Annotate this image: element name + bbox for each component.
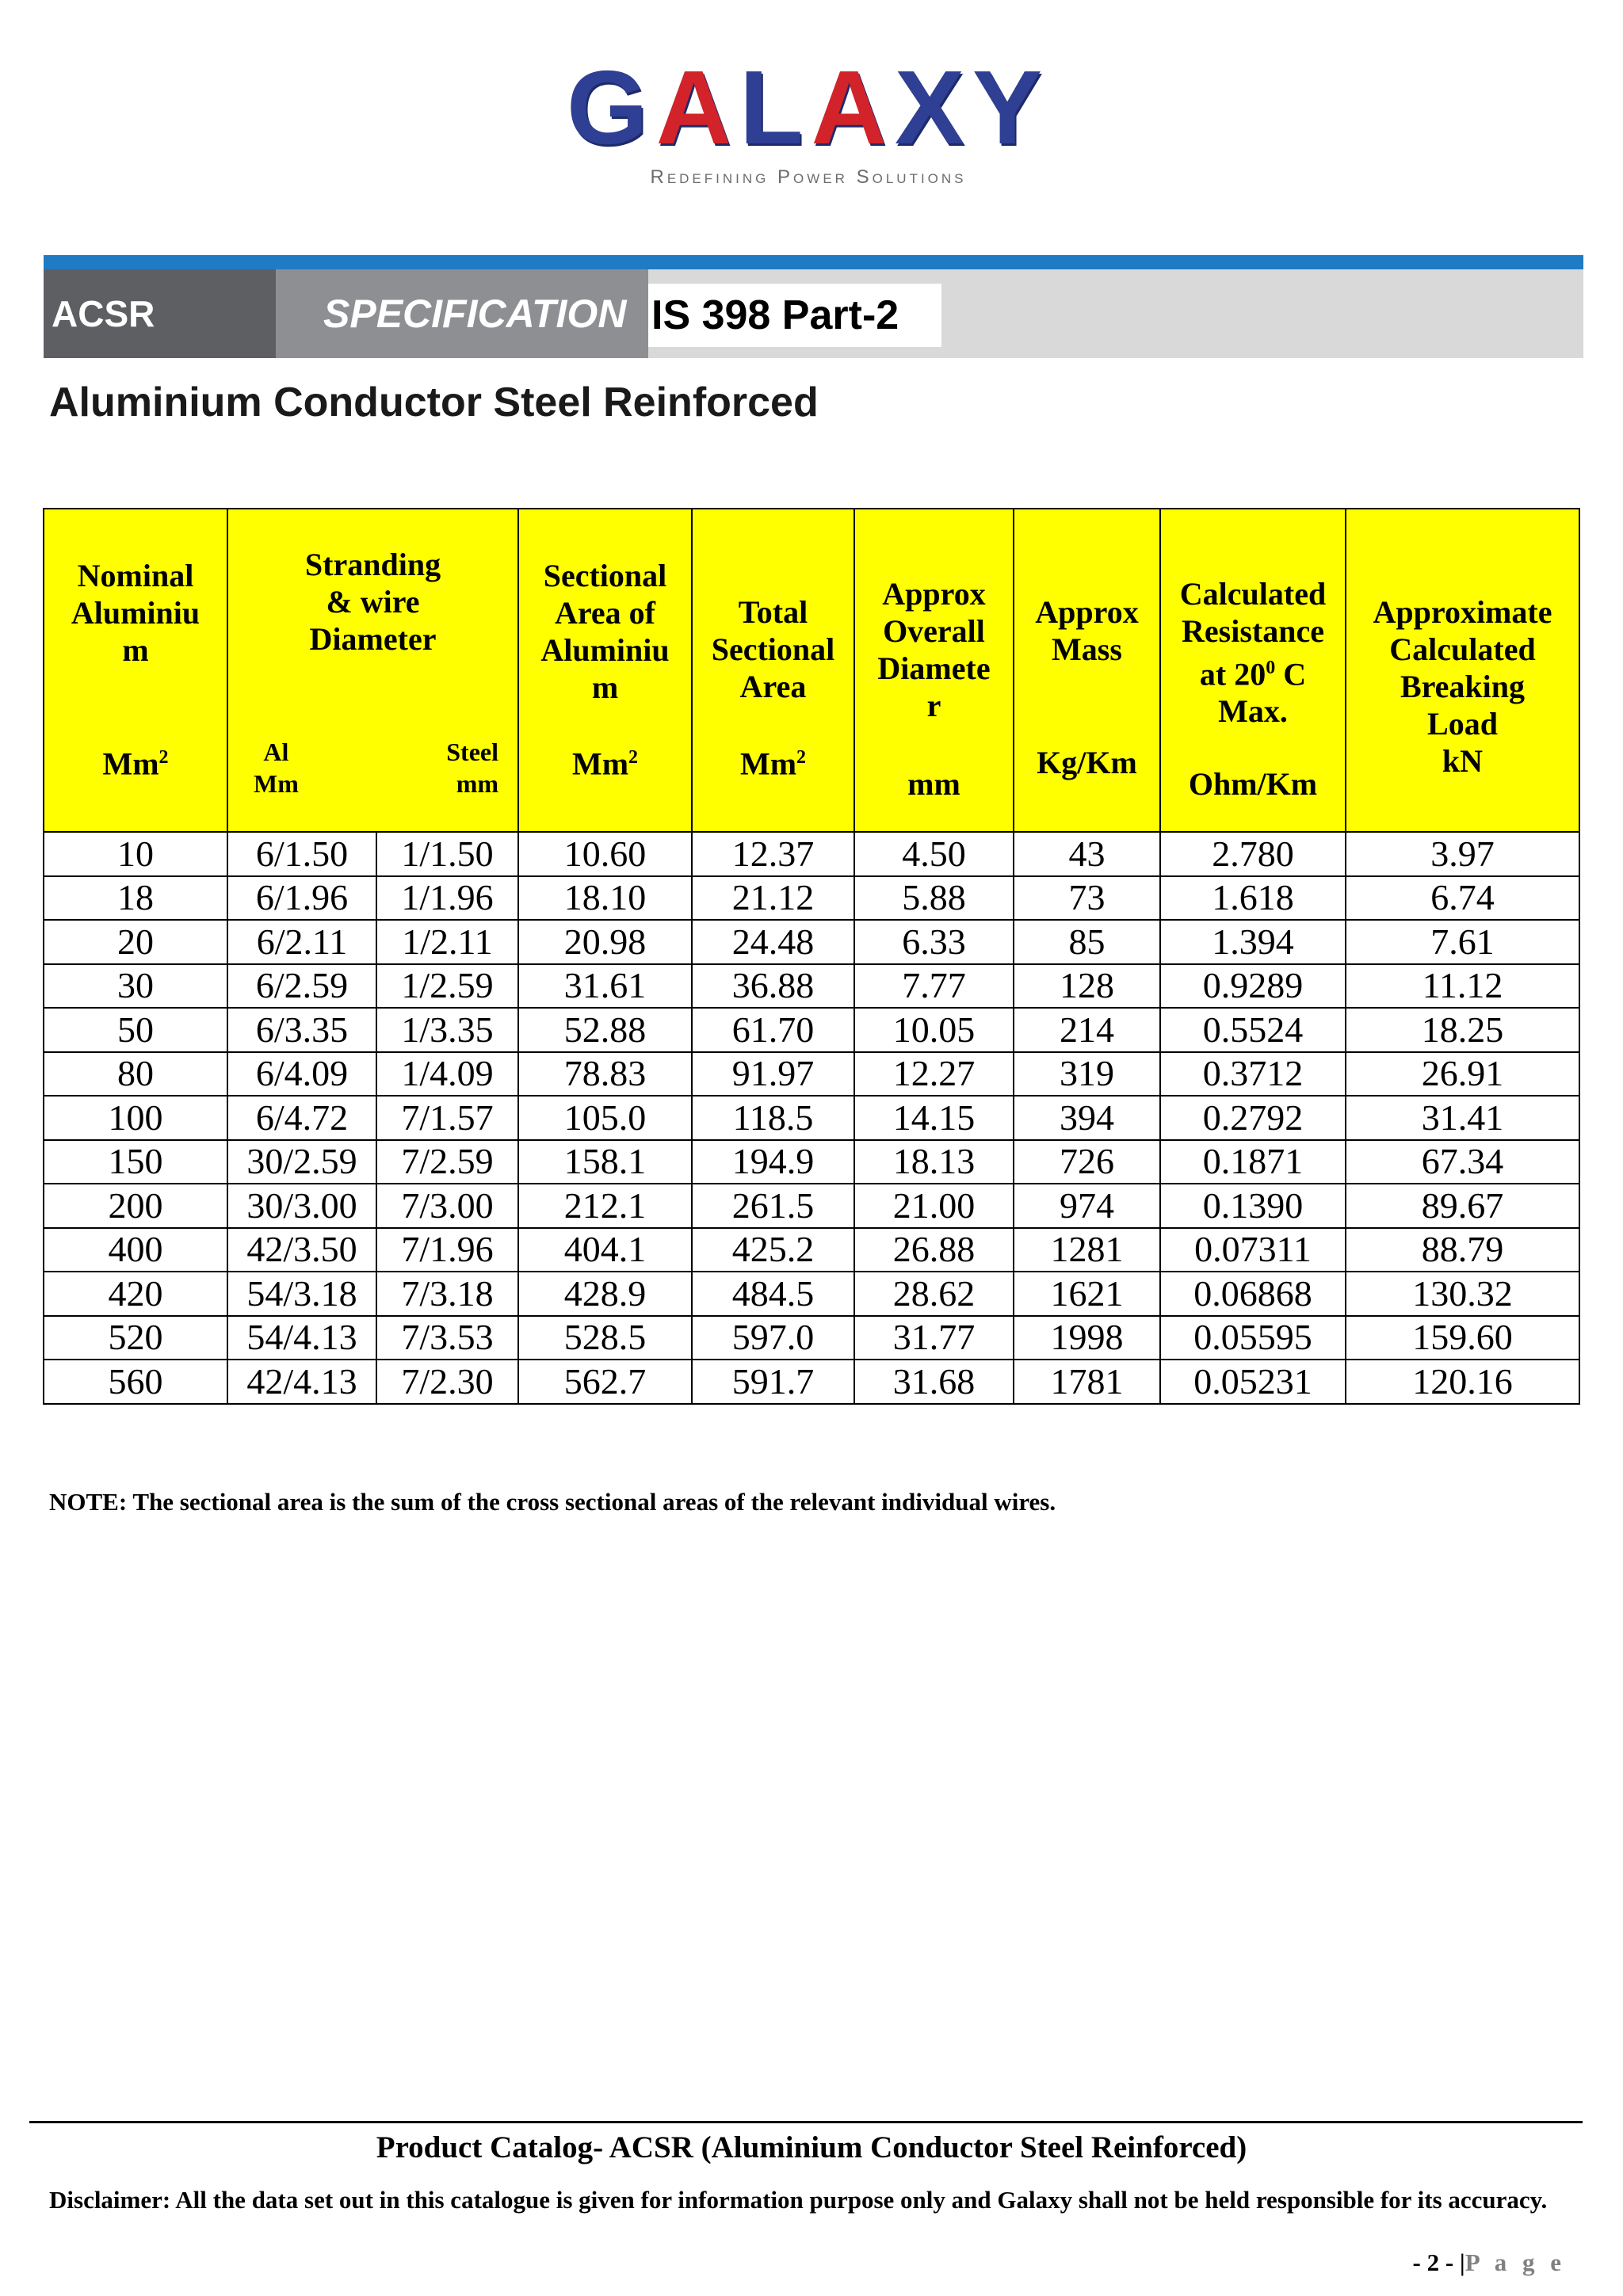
cell-al-stranding: 30/2.59 <box>227 1140 376 1184</box>
header-steel: Steel mm <box>446 738 498 798</box>
cell-resistance: 0.05595 <box>1160 1316 1346 1360</box>
cell-resistance: 0.05231 <box>1160 1360 1346 1404</box>
cell-mass: 214 <box>1014 1008 1160 1052</box>
cell-steel-stranding: 1/3.35 <box>376 1008 518 1052</box>
cell-nominal-area: 50 <box>44 1008 227 1052</box>
table-row <box>44 964 1579 1009</box>
cell-mass: 1998 <box>1014 1316 1160 1360</box>
cell-mass: 85 <box>1014 920 1160 964</box>
cell-al-stranding: 54/3.18 <box>227 1272 376 1316</box>
cell-overall-diameter: 10.05 <box>854 1008 1014 1052</box>
cell-steel-stranding: 7/3.18 <box>376 1272 518 1316</box>
table-row <box>44 1360 1579 1404</box>
cell-total-area: 597.0 <box>692 1316 854 1360</box>
cell-nominal-area: 150 <box>44 1140 227 1184</box>
table-row <box>44 1316 1579 1360</box>
cell-overall-diameter: 26.88 <box>854 1228 1014 1272</box>
header-stranding: Stranding & wire Diameter Al Mm Steel mm <box>227 509 518 832</box>
cell-overall-diameter: 18.13 <box>854 1140 1014 1184</box>
cell-sectional-area: 528.5 <box>518 1316 692 1360</box>
cell-breaking-load: 31.41 <box>1346 1096 1579 1140</box>
cell-steel-stranding: 7/1.96 <box>376 1228 518 1272</box>
cell-breaking-load: 130.32 <box>1346 1272 1579 1316</box>
table-row <box>44 1272 1579 1316</box>
cell-nominal-area: 18 <box>44 876 227 921</box>
cell-nominal-area: 520 <box>44 1316 227 1360</box>
cell-overall-diameter: 12.27 <box>854 1052 1014 1097</box>
cell-resistance: 2.780 <box>1160 832 1346 876</box>
cell-al-stranding: 30/3.00 <box>227 1184 376 1228</box>
banner-standard: IS 398 Part-2 <box>648 284 941 347</box>
cell-al-stranding: 54/4.13 <box>227 1316 376 1360</box>
cell-al-stranding: 6/2.11 <box>227 920 376 964</box>
cell-resistance: 0.06868 <box>1160 1272 1346 1316</box>
cell-breaking-load: 89.67 <box>1346 1184 1579 1228</box>
cell-sectional-area: 562.7 <box>518 1360 692 1404</box>
table-note: NOTE: The sectional area is the sum of the cross sectional areas of the relevant individual wires. <box>49 1488 1056 1516</box>
cell-al-stranding: 6/3.35 <box>227 1008 376 1052</box>
cell-total-area: 261.5 <box>692 1184 854 1228</box>
cell-sectional-area: 428.9 <box>518 1272 692 1316</box>
cell-breaking-load: 159.60 <box>1346 1316 1579 1360</box>
cell-overall-diameter: 5.88 <box>854 876 1014 921</box>
cell-overall-diameter: 28.62 <box>854 1272 1014 1316</box>
banner-spec-label: SPECIFICATION <box>276 269 648 358</box>
cell-mass: 726 <box>1014 1140 1160 1184</box>
cell-total-area: 91.97 <box>692 1052 854 1097</box>
header-al: Al Mm <box>254 738 299 798</box>
cell-breaking-load: 11.12 <box>1346 964 1579 1009</box>
table-row <box>44 1184 1579 1228</box>
banner-product: ACSR <box>44 269 276 358</box>
cell-al-stranding: 6/4.09 <box>227 1052 376 1097</box>
header-diameter: Approx Overall Diamete r mm <box>854 509 1014 832</box>
cell-nominal-area: 30 <box>44 964 227 1009</box>
cell-breaking-load: 3.97 <box>1346 832 1579 876</box>
cell-total-area: 194.9 <box>692 1140 854 1184</box>
spec-banner <box>44 269 1583 358</box>
cell-sectional-area: 105.0 <box>518 1096 692 1140</box>
cell-al-stranding: 6/4.72 <box>227 1096 376 1140</box>
cell-al-stranding: 6/1.96 <box>227 876 376 921</box>
cell-breaking-load: 120.16 <box>1346 1360 1579 1404</box>
table-row <box>44 920 1579 964</box>
cell-mass: 128 <box>1014 964 1160 1009</box>
cell-overall-diameter: 6.33 <box>854 920 1014 964</box>
cell-breaking-load: 7.61 <box>1346 920 1579 964</box>
header-total-area: Total Sectional Area Mm$^2$ <box>692 509 854 832</box>
header-nominal: Nominal Aluminiu m Mm$^2$ <box>44 509 227 832</box>
table-row <box>44 1228 1579 1272</box>
cell-resistance: 0.1871 <box>1160 1140 1346 1184</box>
cell-nominal-area: 80 <box>44 1052 227 1097</box>
cell-resistance: 0.9289 <box>1160 964 1346 1009</box>
cell-breaking-load: 6.74 <box>1346 876 1579 921</box>
logo-wordmark: GALAXY <box>566 49 1051 166</box>
table-row <box>44 876 1579 921</box>
cell-sectional-area: 404.1 <box>518 1228 692 1272</box>
cell-resistance: 1.618 <box>1160 876 1346 921</box>
cell-breaking-load: 67.34 <box>1346 1140 1579 1184</box>
cell-resistance: 0.3712 <box>1160 1052 1346 1097</box>
cell-steel-stranding: 1/1.50 <box>376 832 518 876</box>
header-sectional-area: Sectional Area of Aluminiu m Mm$^2$ <box>518 509 692 832</box>
cell-nominal-area: 100 <box>44 1096 227 1140</box>
cell-sectional-area: 10.60 <box>518 832 692 876</box>
cell-steel-stranding: 7/2.30 <box>376 1360 518 1404</box>
cell-total-area: 21.12 <box>692 876 854 921</box>
cell-sectional-area: 212.1 <box>518 1184 692 1228</box>
footer-divider <box>29 2121 1583 2123</box>
cell-steel-stranding: 7/3.53 <box>376 1316 518 1360</box>
cell-mass: 1281 <box>1014 1228 1160 1272</box>
cell-breaking-load: 88.79 <box>1346 1228 1579 1272</box>
cell-overall-diameter: 7.77 <box>854 964 1014 1009</box>
cell-sectional-area: 78.83 <box>518 1052 692 1097</box>
cell-overall-diameter: 14.15 <box>854 1096 1014 1140</box>
cell-steel-stranding: 7/3.00 <box>376 1184 518 1228</box>
cell-total-area: 484.5 <box>692 1272 854 1316</box>
page-title: Aluminium Conductor Steel Reinforced <box>49 379 819 425</box>
cell-nominal-area: 20 <box>44 920 227 964</box>
cell-mass: 319 <box>1014 1052 1160 1097</box>
cell-resistance: 0.5524 <box>1160 1008 1346 1052</box>
cell-sectional-area: 158.1 <box>518 1140 692 1184</box>
cell-steel-stranding: 7/1.57 <box>376 1096 518 1140</box>
cell-mass: 394 <box>1014 1096 1160 1140</box>
cell-al-stranding: 42/4.13 <box>227 1360 376 1404</box>
cell-overall-diameter: 31.68 <box>854 1360 1014 1404</box>
cell-sectional-area: 20.98 <box>518 920 692 964</box>
logo-tagline: Redefining Power Solutions <box>650 166 967 188</box>
table-row <box>44 1096 1579 1140</box>
table-body <box>44 832 1579 1404</box>
cell-nominal-area: 420 <box>44 1272 227 1316</box>
cell-nominal-area: 10 <box>44 832 227 876</box>
cell-breaking-load: 26.91 <box>1346 1052 1579 1097</box>
cell-al-stranding: 6/1.50 <box>227 832 376 876</box>
cell-mass: 1621 <box>1014 1272 1160 1316</box>
cell-al-stranding: 42/3.50 <box>227 1228 376 1272</box>
specification-table <box>43 508 1580 1405</box>
cell-steel-stranding: 1/2.11 <box>376 920 518 964</box>
cell-steel-stranding: 1/2.59 <box>376 964 518 1009</box>
cell-steel-stranding: 7/2.59 <box>376 1140 518 1184</box>
cell-total-area: 61.70 <box>692 1008 854 1052</box>
header-resistance: Calculated Resistance at $20^0$ C Max. Ohm/Km <box>1160 509 1346 832</box>
cell-total-area: 591.7 <box>692 1360 854 1404</box>
cell-total-area: 12.37 <box>692 832 854 876</box>
table-row <box>44 1140 1579 1184</box>
table-row <box>44 832 1579 876</box>
cell-resistance: 1.394 <box>1160 920 1346 964</box>
cell-resistance: 0.1390 <box>1160 1184 1346 1228</box>
header-breaking-load: Approximate Calculated Breaking Load kN <box>1346 509 1579 832</box>
cell-total-area: 24.48 <box>692 920 854 964</box>
cell-overall-diameter: 21.00 <box>854 1184 1014 1228</box>
cell-nominal-area: 200 <box>44 1184 227 1228</box>
cell-resistance: 0.2792 <box>1160 1096 1346 1140</box>
cell-total-area: 118.5 <box>692 1096 854 1140</box>
cell-mass: 73 <box>1014 876 1160 921</box>
footer-title: Product Catalog- ACSR (Aluminium Conductor Steel Reinforced) <box>376 2130 1247 2164</box>
page-number: - 2 - |P a g e <box>1412 2248 1566 2276</box>
cell-mass: 43 <box>1014 832 1160 876</box>
cell-sectional-area: 18.10 <box>518 876 692 921</box>
cell-resistance: 0.07311 <box>1160 1228 1346 1272</box>
cell-breaking-load: 18.25 <box>1346 1008 1579 1052</box>
cell-sectional-area: 31.61 <box>518 964 692 1009</box>
cell-mass: 974 <box>1014 1184 1160 1228</box>
table-row <box>44 1052 1579 1097</box>
banner-accent-bar <box>44 255 1583 269</box>
cell-overall-diameter: 4.50 <box>854 832 1014 876</box>
cell-steel-stranding: 1/1.96 <box>376 876 518 921</box>
table-row <box>44 1008 1579 1052</box>
cell-nominal-area: 400 <box>44 1228 227 1272</box>
cell-mass: 1781 <box>1014 1360 1160 1404</box>
cell-overall-diameter: 31.77 <box>854 1316 1014 1360</box>
header-mass: Approx Mass Kg/Km <box>1014 509 1160 832</box>
cell-sectional-area: 52.88 <box>518 1008 692 1052</box>
cell-al-stranding: 6/2.59 <box>227 964 376 1009</box>
cell-total-area: 36.88 <box>692 964 854 1009</box>
disclaimer: Disclaimer: All the data set out in this catalogue is given for information purpose only and Galaxy shall not be held responsible for its accuracy. <box>49 2186 1548 2214</box>
cell-total-area: 425.2 <box>692 1228 854 1272</box>
galaxy-logo <box>555 48 1062 188</box>
cell-steel-stranding: 1/4.09 <box>376 1052 518 1097</box>
cell-nominal-area: 560 <box>44 1360 227 1404</box>
